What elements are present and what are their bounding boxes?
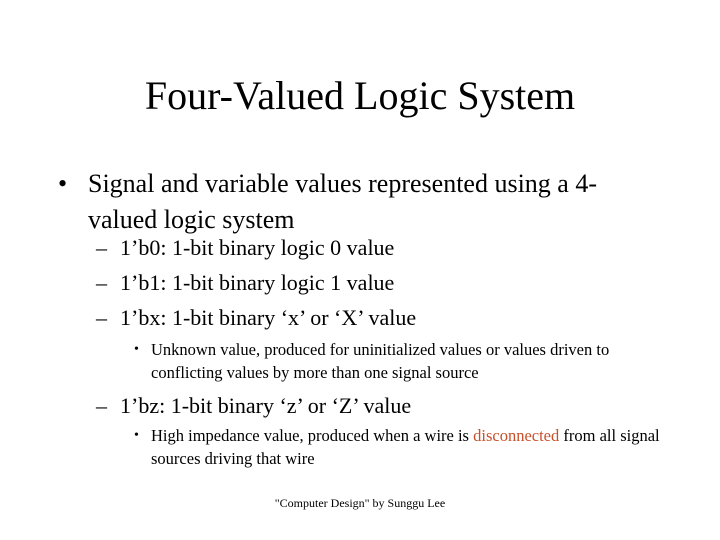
dash-marker: – — [96, 235, 107, 260]
bullet-marker: • — [134, 342, 139, 357]
sub-item-b0 — [96, 230, 640, 265]
highlight-disconnected: disconnected — [473, 426, 560, 445]
note-high-impedance-text-end: from all signal sources driving that wire — [151, 426, 660, 468]
note-high-impedance — [134, 424, 661, 470]
sub-item-bx-text: 1’bx: 1-bit binary ‘x’ or ‘X’ value — [120, 305, 417, 330]
bullet-signal-values-text: Signal and variable values represented using a 4-valued logic system — [88, 169, 597, 234]
sub-item-b0-text: 1’b0: 1-bit binary logic 0 value — [120, 235, 395, 260]
dash-marker: – — [96, 393, 107, 418]
slide-title: Four-Valued Logic System — [144, 73, 576, 118]
sub-item-bx — [96, 300, 640, 335]
note-unknown-value-text: Unknown value, produced for uninitialized values or values driven to conflicting values by more than one signal source — [151, 340, 610, 382]
dash-marker: – — [96, 305, 107, 330]
note-high-impedance-text-start: High impedance value, produced when a wire is — [151, 426, 474, 445]
sub-item-b1-text: 1’b1: 1-bit binary logic 1 value — [120, 270, 395, 295]
dash-marker: – — [96, 270, 107, 295]
sub-item-bz — [96, 388, 640, 423]
bullet-marker: • — [58, 169, 68, 198]
slide-footer: "Computer Design" by Sunggu Lee — [274, 496, 446, 510]
sub-item-bz-text: 1’bz: 1-bit binary ‘z’ or ‘Z’ value — [120, 393, 412, 418]
bullet-marker: • — [134, 428, 139, 443]
bullet-signal-values — [58, 166, 648, 238]
sub-item-b1 — [96, 265, 640, 300]
note-unknown-value — [134, 338, 641, 384]
